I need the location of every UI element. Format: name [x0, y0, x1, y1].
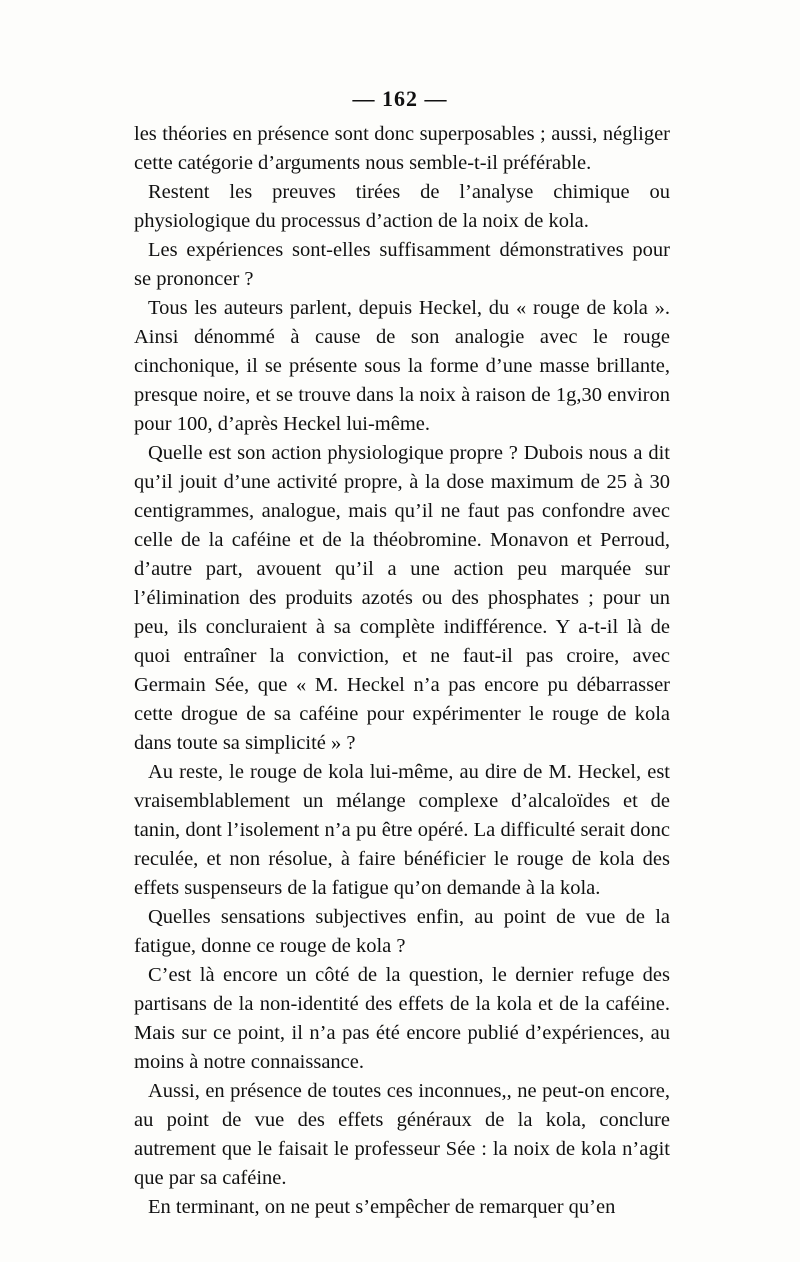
- paragraph-4: Tous les auteurs parlent, depuis Heckel, du « rouge de kola ». Ainsi dénommé à cause de son analogie avec le rouge cinchonique, il se présente sous la forme d’une masse brillante, presque noire, et se trouve dans la noix à raison de 1g,30 environ pour 100, d’après Heckel lui-même.: [134, 297, 670, 435]
- body-text: [134, 120, 670, 1222]
- paragraph-7: Quelles sensations subjectives enfin, au point de vue de la fatigue, donne ce rouge de kola ?: [134, 906, 670, 957]
- paragraph-9: Aussi, en présence de toutes ces inconnues,, ne peut-on encore, au point de vue des effets généraux de la kola, conclure autrement que le faisait le professeur Sée : la noix de kola n’agit que par sa caféine.: [134, 1080, 670, 1189]
- paragraph-3: Les expériences sont-elles suffisamment démonstratives pour se prononcer ?: [134, 239, 670, 290]
- paragraph-2: Restent les preuves tirées de l’analyse chimique ou physiologique du processus d’action de la noix de kola.: [134, 181, 670, 232]
- paragraph-8: C’est là encore un côté de la question, le dernier refuge des partisans de la non-identité des effets de la kola et de la caféine. Mais sur ce point, il n’a pas été encore publié d’expériences, au moins à notre connaissance.: [134, 964, 670, 1073]
- page-number: — 162 —: [352, 86, 448, 111]
- paragraph-1: les théories en présence sont donc superposables ; aussi, négliger cette catégorie d’arguments nous semble-t-il préférable.: [134, 123, 670, 174]
- paragraph-6: Au reste, le rouge de kola lui-même, au dire de M. Heckel, est vraisemblablement un mélange complexe d’alcaloïdes et de tanin, dont l’isolement n’a pu être opéré. La difficulté serait donc reculée, et non résolue, à faire bénéficier le rouge de kola des effets suspenseurs de la fatigue qu’on demande à la kola.: [134, 761, 670, 899]
- paragraph-5: Quelle est son action physiologique propre ? Dubois nous a dit qu’il jouit d’une activité propre, à la dose maximum de 25 à 30 centigrammes, analogue, mais qu’il ne faut pas confondre avec celle de la caféine et de la théobromine. Monavon et Perroud, d’autre part, avouent qu’il a une action peu marquée sur l’élimination des produits azotés ou des phosphates ; pour un peu, ils concluraient à sa complète indifférence. Y a-t-il là de quoi entraîner la conviction, et ne faut-il pas croire, avec Germain Sée, que « M. Heckel n’a pas encore pu débarrasser cette drogue de sa caféine pour expérimenter le rouge de kola dans toute sa simplicité » ?: [134, 442, 670, 754]
- paragraph-10: En terminant, on ne peut s’empêcher de remarquer qu’en: [148, 1196, 616, 1218]
